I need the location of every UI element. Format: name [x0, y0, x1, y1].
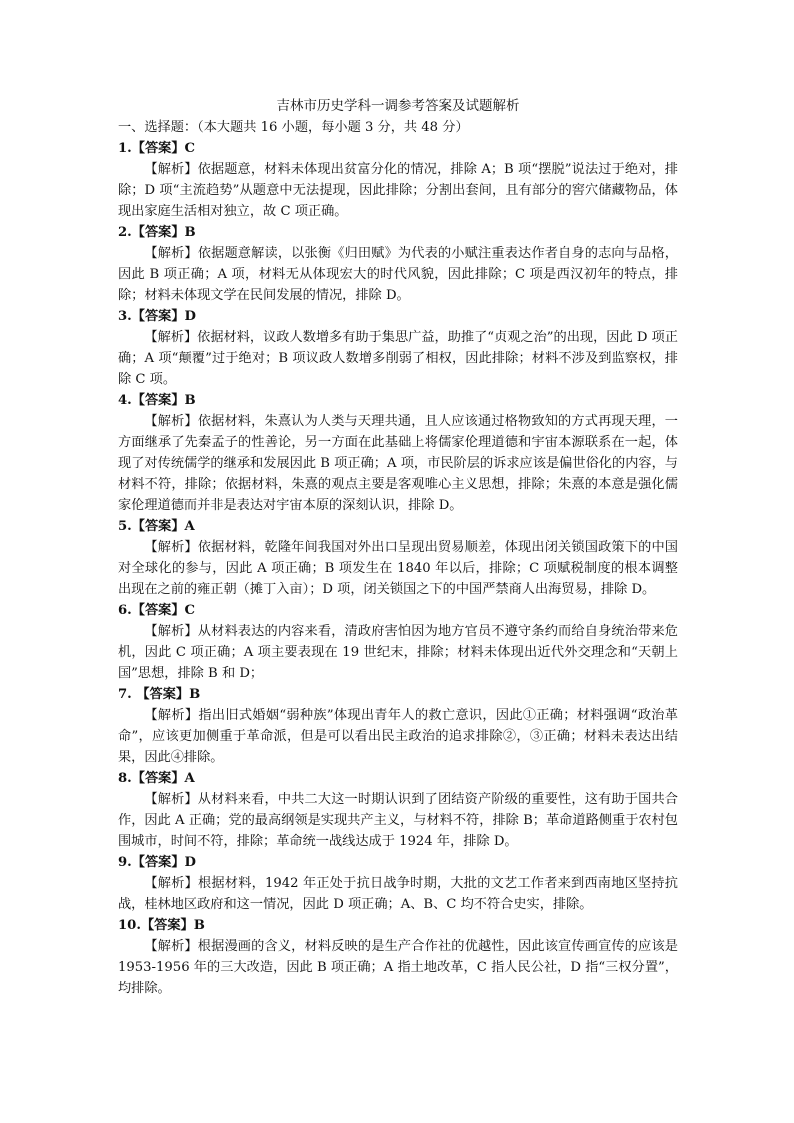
question-item-5: [118, 516, 678, 600]
question-item-6: [118, 600, 678, 684]
question-item-9: [118, 852, 678, 915]
question-item-7: [118, 684, 678, 768]
analysis-text: 【解析】指出旧式婚姻“弱种族”体现出青年人的救亡意识，因此①正确；材料强调“政治革命”，应该更加侧重于革命派，但是可以看出民主政治的追求排除②，③正确；材料未表达出结果，因此④排除。: [118, 708, 678, 765]
answer-label: 4.【答案】B: [118, 393, 196, 408]
analysis-text: 【解析】依据材料，朱熹认为人类与天理共通，且人应该通过格物致知的方式再现天理，一方面继承了先秦孟子的性善论，另一方面在此基础上将儒家伦理道德和宇宙本源联系在一起，体现了对传统儒学的继承和发展因此 B 项正确；A 项，市民阶层的诉求应该是偏世俗化的内容，与材料不符，排除；依据材料，朱熹的观点主要是客观唯心主义思想，排除；朱熹的本意是强化儒家伦理道德而并非是表达对宇宙本原的深刻认识，排除 D。: [118, 414, 678, 513]
question-item-3: [118, 306, 678, 390]
answer-label: 1.【答案】C: [118, 141, 196, 156]
page-title: 吉林市历史学科一调参考答案及试题解析: [276, 98, 520, 114]
analysis-text: 【解析】依据题意解读，以张衡《归田赋》为代表的小赋注重表达作者自身的志向与品格，因此 B 项正确；A 项，材料无从体现宏大的时代风貌，因此排除；C 项是西汉初年的特点，排除；材料未体现文学在民间发展的情况，排除 D。: [118, 246, 678, 303]
question-item-10: [118, 915, 678, 999]
answer-sheet: [118, 96, 678, 999]
question-item-1: [118, 138, 678, 222]
analysis-text: 【解析】依据材料，乾隆年间我国对外出口呈现出贸易顺差，体现出闭关锁国政策下的中国对全球化的参与，因此 A 项正确；B 项发生在 1840 年以后，排除；C 项赋税制度的根本调整出现在之前的雍正朝（摊丁入亩）；D 项，闭关锁国之下的中国严禁商人出海贸易，排除 D。: [118, 540, 678, 597]
question-item-2: [118, 222, 678, 306]
answer-label: 10.【答案】B: [118, 918, 205, 933]
analysis-text: 【解析】依据题意，材料未体现出贫富分化的情况，排除 A；B 项“摆脱”说法过于绝对，排除；D 项“主流趋势”从题意中无法提现，因此排除；分割出套间，且有部分的窖穴储藏物品，体现出家庭生活相对独立，故 C 项正确。: [118, 162, 678, 219]
answer-label: 9.【答案】D: [118, 855, 196, 870]
section-heading: 一、选择题：（本大题共 16 小题，每小题 3 分，共 48 分）: [118, 120, 469, 135]
answer-label: 7. 【答案】B: [118, 687, 201, 702]
analysis-text: 【解析】从材料表达的内容来看，清政府害怕因为地方官员不遵守条约而给自身统治带来危机，因此 C 项正确；A 项主要表现在 19 世纪末，排除；材料未体现出近代外交理念和“天朝上国”思想，排除 B 和 D；: [118, 624, 678, 681]
question-item-4: [118, 390, 678, 516]
answer-label: 6.【答案】C: [118, 603, 196, 618]
answer-label: 8.【答案】A: [118, 771, 195, 786]
analysis-text: 【解析】根据漫画的含义，材料反映的是生产合作社的优越性，因此该宣传画宣传的应该是 1953-1956 年的三大改造，因此 B 项正确；A 指土地改革，C 指人民公社，D 指“三权分置”，均排除。: [118, 939, 678, 996]
analysis-text: 【解析】从材料来看，中共二大这一时期认识到了团结资产阶级的重要性，这有助于国共合作，因此 A 正确；党的最高纲领是实现共产主义，与材料不符，排除 B；革命道路侧重于农村包围城市，时间不符，排除；革命统一战线达成于 1924 年，排除 D。: [118, 792, 678, 849]
answer-label: 3.【答案】D: [118, 309, 196, 324]
question-item-8: [118, 768, 678, 852]
analysis-text: 【解析】根据材料，1942 年正处于抗日战争时期，大批的文艺工作者来到西南地区坚持抗战，桂林地区政府和这一情况，因此 D 项正确；A、B、C 均不符合史实，排除。: [118, 876, 678, 912]
answer-label: 2.【答案】B: [118, 225, 196, 240]
analysis-text: 【解析】依据材料，议政人数增多有助于集思广益，助推了“贞观之治”的出现，因此 D 项正确；A 项“颠覆”过于绝对；B 项议政人数增多削弱了相权，因此排除；材料不涉及到监察权，排除 C 项。: [118, 330, 678, 387]
answer-label: 5.【答案】A: [118, 519, 195, 534]
